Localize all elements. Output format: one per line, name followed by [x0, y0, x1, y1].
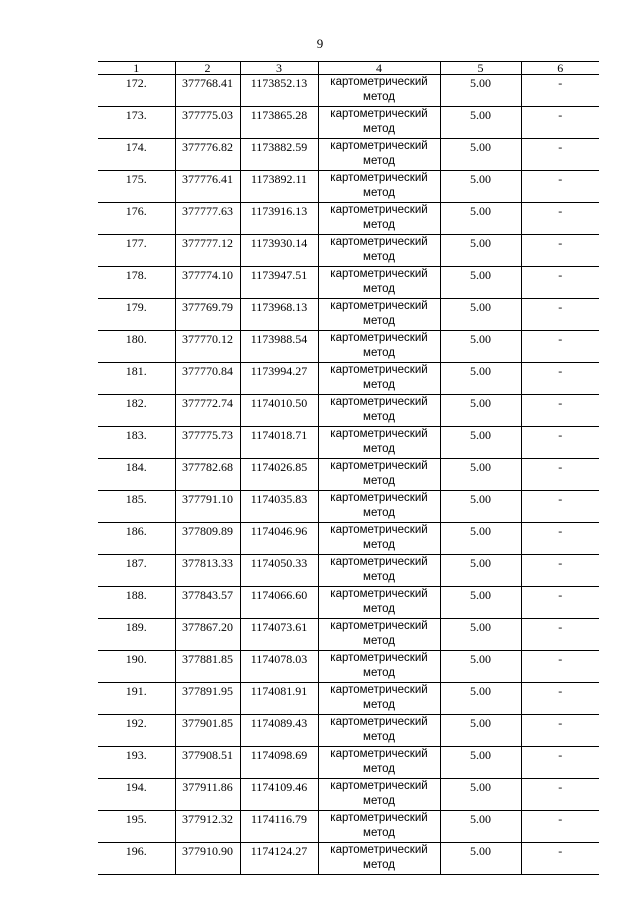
accuracy-cell: 5.00 [440, 843, 521, 875]
table-row [98, 299, 599, 331]
point-number-cell: 191. [98, 683, 175, 715]
table-body [98, 75, 599, 875]
method-cell: картометрический метод [318, 75, 440, 107]
x-coordinate-cell: 377777.63 [175, 203, 240, 235]
note-cell: - [521, 683, 599, 715]
point-number-cell: 195. [98, 811, 175, 843]
table-row [98, 139, 599, 171]
table-row [98, 811, 599, 843]
accuracy-cell: 5.00 [440, 587, 521, 619]
point-number-cell: 185. [98, 491, 175, 523]
note-cell: - [521, 267, 599, 299]
table-row [98, 523, 599, 555]
table-row [98, 459, 599, 491]
y-coordinate-cell: 1174050.33 [240, 555, 318, 587]
accuracy-cell: 5.00 [440, 651, 521, 683]
point-number-cell: 196. [98, 843, 175, 875]
x-coordinate-cell: 377772.74 [175, 395, 240, 427]
point-number-cell: 182. [98, 395, 175, 427]
method-cell: картометрический метод [318, 171, 440, 203]
point-number-cell: 173. [98, 107, 175, 139]
method-cell: картометрический метод [318, 395, 440, 427]
point-number-cell: 192. [98, 715, 175, 747]
note-cell: - [521, 715, 599, 747]
x-coordinate-cell: 377910.90 [175, 843, 240, 875]
accuracy-cell: 5.00 [440, 491, 521, 523]
table-row [98, 203, 599, 235]
note-cell: - [521, 203, 599, 235]
y-coordinate-cell: 1174066.60 [240, 587, 318, 619]
method-cell: картометрический метод [318, 811, 440, 843]
table-row [98, 683, 599, 715]
point-number-cell: 172. [98, 75, 175, 107]
coordinates-table [98, 61, 599, 875]
note-cell: - [521, 107, 599, 139]
x-coordinate-cell: 377891.95 [175, 683, 240, 715]
table-row [98, 395, 599, 427]
point-number-cell: 183. [98, 427, 175, 459]
column-header-3: 3 [240, 62, 318, 75]
method-cell: картометрический метод [318, 747, 440, 779]
method-cell: картометрический метод [318, 651, 440, 683]
table-row [98, 843, 599, 875]
x-coordinate-cell: 377782.68 [175, 459, 240, 491]
x-coordinate-cell: 377774.10 [175, 267, 240, 299]
x-coordinate-cell: 377911.86 [175, 779, 240, 811]
y-coordinate-cell: 1173994.27 [240, 363, 318, 395]
point-number-cell: 187. [98, 555, 175, 587]
note-cell: - [521, 747, 599, 779]
y-coordinate-cell: 1174109.46 [240, 779, 318, 811]
note-cell: - [521, 619, 599, 651]
point-number-cell: 179. [98, 299, 175, 331]
note-cell: - [521, 459, 599, 491]
y-coordinate-cell: 1174035.83 [240, 491, 318, 523]
accuracy-cell: 5.00 [440, 715, 521, 747]
table-row [98, 619, 599, 651]
accuracy-cell: 5.00 [440, 107, 521, 139]
point-number-cell: 190. [98, 651, 175, 683]
method-cell: картометрический метод [318, 299, 440, 331]
point-number-cell: 181. [98, 363, 175, 395]
method-cell: картометрический метод [318, 683, 440, 715]
accuracy-cell: 5.00 [440, 75, 521, 107]
x-coordinate-cell: 377769.79 [175, 299, 240, 331]
table-row [98, 651, 599, 683]
x-coordinate-cell: 377776.82 [175, 139, 240, 171]
table-row [98, 363, 599, 395]
note-cell: - [521, 651, 599, 683]
column-header-1: 1 [98, 62, 175, 75]
y-coordinate-cell: 1173852.13 [240, 75, 318, 107]
accuracy-cell: 5.00 [440, 747, 521, 779]
table-row [98, 267, 599, 299]
y-coordinate-cell: 1173892.11 [240, 171, 318, 203]
method-cell: картометрический метод [318, 555, 440, 587]
point-number-cell: 175. [98, 171, 175, 203]
point-number-cell: 176. [98, 203, 175, 235]
note-cell: - [521, 779, 599, 811]
table-row [98, 427, 599, 459]
table-row [98, 747, 599, 779]
page-number: 9 [316, 36, 324, 51]
x-coordinate-cell: 377770.12 [175, 331, 240, 363]
y-coordinate-cell: 1173882.59 [240, 139, 318, 171]
point-number-cell: 177. [98, 235, 175, 267]
table-row [98, 331, 599, 363]
x-coordinate-cell: 377776.41 [175, 171, 240, 203]
y-coordinate-cell: 1174081.91 [240, 683, 318, 715]
point-number-cell: 178. [98, 267, 175, 299]
y-coordinate-cell: 1174098.69 [240, 747, 318, 779]
y-coordinate-cell: 1173988.54 [240, 331, 318, 363]
note-cell: - [521, 395, 599, 427]
accuracy-cell: 5.00 [440, 459, 521, 491]
method-cell: картометрический метод [318, 267, 440, 299]
note-cell: - [521, 555, 599, 587]
note-cell: - [521, 299, 599, 331]
y-coordinate-cell: 1174124.27 [240, 843, 318, 875]
method-cell: картометрический метод [318, 427, 440, 459]
x-coordinate-cell: 377843.57 [175, 587, 240, 619]
note-cell: - [521, 523, 599, 555]
point-number-cell: 193. [98, 747, 175, 779]
method-cell: картометрический метод [318, 203, 440, 235]
method-cell: картометрический метод [318, 459, 440, 491]
table-row [98, 171, 599, 203]
note-cell: - [521, 363, 599, 395]
column-header-4: 4 [318, 62, 440, 75]
point-number-cell: 186. [98, 523, 175, 555]
method-cell: картометрический метод [318, 331, 440, 363]
x-coordinate-cell: 377775.73 [175, 427, 240, 459]
note-cell: - [521, 139, 599, 171]
point-number-cell: 174. [98, 139, 175, 171]
accuracy-cell: 5.00 [440, 363, 521, 395]
column-header-6: 6 [521, 62, 599, 75]
note-cell: - [521, 235, 599, 267]
accuracy-cell: 5.00 [440, 683, 521, 715]
accuracy-cell: 5.00 [440, 331, 521, 363]
accuracy-cell: 5.00 [440, 203, 521, 235]
method-cell: картометрический метод [318, 715, 440, 747]
point-number-cell: 194. [98, 779, 175, 811]
y-coordinate-cell: 1173947.51 [240, 267, 318, 299]
accuracy-cell: 5.00 [440, 395, 521, 427]
method-cell: картометрический метод [318, 363, 440, 395]
point-number-cell: 188. [98, 587, 175, 619]
note-cell: - [521, 171, 599, 203]
x-coordinate-cell: 377768.41 [175, 75, 240, 107]
point-number-cell: 189. [98, 619, 175, 651]
note-cell: - [521, 331, 599, 363]
accuracy-cell: 5.00 [440, 299, 521, 331]
accuracy-cell: 5.00 [440, 267, 521, 299]
method-cell: картометрический метод [318, 491, 440, 523]
y-coordinate-cell: 1173930.14 [240, 235, 318, 267]
table-row [98, 107, 599, 139]
table-row [98, 75, 599, 107]
note-cell: - [521, 427, 599, 459]
x-coordinate-cell: 377775.03 [175, 107, 240, 139]
y-coordinate-cell: 1174010.50 [240, 395, 318, 427]
x-coordinate-cell: 377809.89 [175, 523, 240, 555]
y-coordinate-cell: 1173968.13 [240, 299, 318, 331]
accuracy-cell: 5.00 [440, 235, 521, 267]
method-cell: картометрический метод [318, 779, 440, 811]
method-cell: картометрический метод [318, 843, 440, 875]
table-row [98, 491, 599, 523]
x-coordinate-cell: 377813.33 [175, 555, 240, 587]
method-cell: картометрический метод [318, 523, 440, 555]
accuracy-cell: 5.00 [440, 779, 521, 811]
table-row [98, 555, 599, 587]
method-cell: картометрический метод [318, 139, 440, 171]
y-coordinate-cell: 1174089.43 [240, 715, 318, 747]
x-coordinate-cell: 377777.12 [175, 235, 240, 267]
x-coordinate-cell: 377867.20 [175, 619, 240, 651]
point-number-cell: 184. [98, 459, 175, 491]
y-coordinate-cell: 1174073.61 [240, 619, 318, 651]
x-coordinate-cell: 377912.32 [175, 811, 240, 843]
y-coordinate-cell: 1173865.28 [240, 107, 318, 139]
note-cell: - [521, 587, 599, 619]
note-cell: - [521, 491, 599, 523]
note-cell: - [521, 843, 599, 875]
x-coordinate-cell: 377881.85 [175, 651, 240, 683]
note-cell: - [521, 811, 599, 843]
table-row [98, 587, 599, 619]
table-header-row [98, 62, 599, 75]
column-header-2: 2 [175, 62, 240, 75]
accuracy-cell: 5.00 [440, 619, 521, 651]
accuracy-cell: 5.00 [440, 139, 521, 171]
accuracy-cell: 5.00 [440, 171, 521, 203]
method-cell: картометрический метод [318, 235, 440, 267]
x-coordinate-cell: 377791.10 [175, 491, 240, 523]
y-coordinate-cell: 1174116.79 [240, 811, 318, 843]
x-coordinate-cell: 377908.51 [175, 747, 240, 779]
point-number-cell: 180. [98, 331, 175, 363]
accuracy-cell: 5.00 [440, 811, 521, 843]
column-header-5: 5 [440, 62, 521, 75]
table-row [98, 779, 599, 811]
method-cell: картометрический метод [318, 619, 440, 651]
x-coordinate-cell: 377770.84 [175, 363, 240, 395]
y-coordinate-cell: 1174018.71 [240, 427, 318, 459]
y-coordinate-cell: 1174078.03 [240, 651, 318, 683]
accuracy-cell: 5.00 [440, 555, 521, 587]
x-coordinate-cell: 377901.85 [175, 715, 240, 747]
accuracy-cell: 5.00 [440, 427, 521, 459]
y-coordinate-cell: 1173916.13 [240, 203, 318, 235]
table-row [98, 715, 599, 747]
table-row [98, 235, 599, 267]
y-coordinate-cell: 1174026.85 [240, 459, 318, 491]
accuracy-cell: 5.00 [440, 523, 521, 555]
y-coordinate-cell: 1174046.96 [240, 523, 318, 555]
method-cell: картометрический метод [318, 107, 440, 139]
note-cell: - [521, 75, 599, 107]
method-cell: картометрический метод [318, 587, 440, 619]
